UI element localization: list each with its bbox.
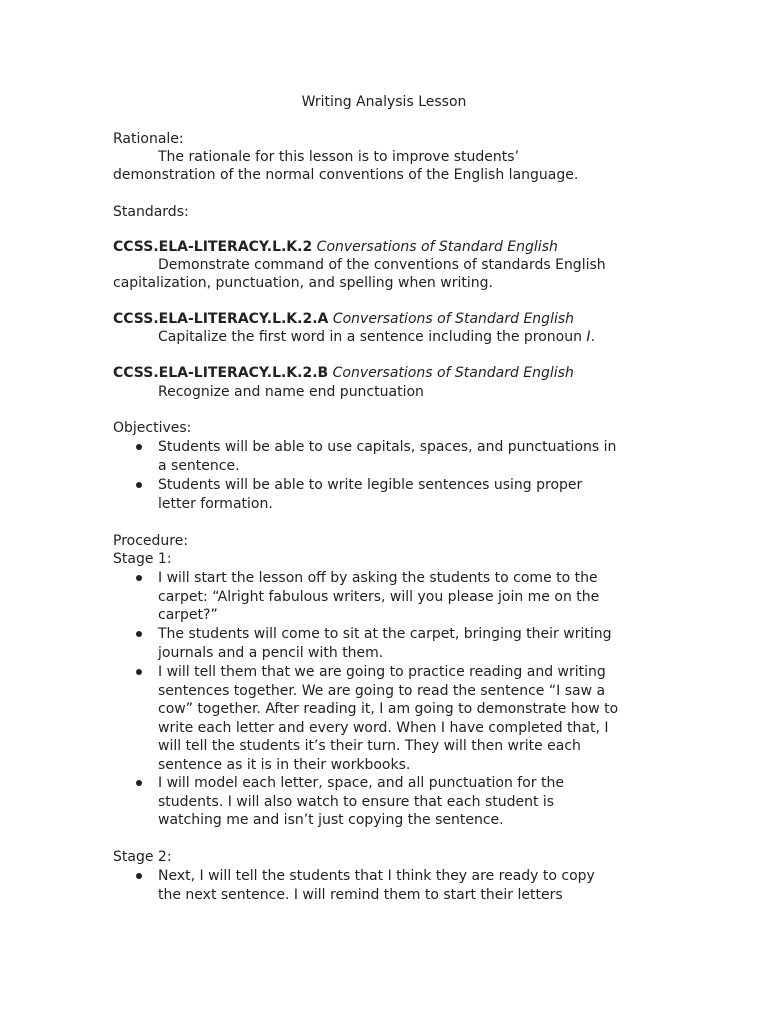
standard-title xyxy=(113,364,574,382)
bullet-icon xyxy=(136,444,142,450)
standard-label: Conversations of Standard English xyxy=(332,365,574,381)
stage-heading: Stage 1: xyxy=(113,551,172,567)
document-title: Writing Analysis Lesson xyxy=(301,94,467,110)
standard-description xyxy=(158,328,595,346)
standard-description: capitalization, punctuation, and spelling when writing. xyxy=(113,275,493,291)
procedure-item: write each letter and every word. When I have completed that, I xyxy=(158,720,609,736)
procedure-item: sentence as it is in their workbooks. xyxy=(158,757,411,773)
bullet-icon xyxy=(136,780,142,786)
bullet-icon xyxy=(136,669,142,675)
standard-description-text: Capitalize the first word in a sentence including the pronoun xyxy=(158,329,582,345)
bullet-icon xyxy=(136,575,142,581)
procedure-item: I will tell them that we are going to practice reading and writing xyxy=(158,664,606,680)
procedure-item: will tell the students it’s their turn. They will then write each xyxy=(158,738,581,754)
standard-description-pronoun: I xyxy=(586,329,591,345)
procedure-item: students. I will also watch to ensure that each student is xyxy=(158,794,555,810)
standard-label: Conversations of Standard English xyxy=(316,239,558,255)
procedure-item: journals and a pencil with them. xyxy=(158,645,384,661)
procedure-item: The students will come to sit at the carpet, bringing their writing xyxy=(158,626,612,642)
standard-description-end: . xyxy=(590,329,596,345)
standard-description: Recognize and name end punctuation xyxy=(158,384,424,400)
objective-item: Students will be able to use capitals, spaces, and punctuations in xyxy=(158,439,617,455)
rationale-line: demonstration of the normal conventions of the English language. xyxy=(113,167,579,183)
procedure-item: carpet: “Alright fabulous writers, will you please join me on the xyxy=(158,589,600,605)
bullet-icon xyxy=(136,482,142,488)
standard-description: Demonstrate command of the conventions of standards English xyxy=(158,257,606,273)
procedure-item: watching me and isn’t just copying the sentence. xyxy=(158,812,504,828)
stage-heading: Stage 2: xyxy=(113,849,172,865)
bullet-icon xyxy=(136,631,142,637)
bullet-icon xyxy=(136,873,142,879)
procedure-item: I will model each letter, space, and all punctuation for the xyxy=(158,775,564,791)
procedure-item: Next, I will tell the students that I think they are ready to copy xyxy=(158,868,595,884)
procedure-item: I will start the lesson off by asking the students to come to the xyxy=(158,570,598,586)
objectives-heading: Objectives: xyxy=(113,420,192,436)
standards-heading: Standards: xyxy=(113,204,189,220)
objective-item: a sentence. xyxy=(158,458,240,474)
procedure-item: carpet?” xyxy=(158,607,218,623)
standard-code: CCSS.ELA-LITERACY.L.K.2 xyxy=(113,239,313,255)
procedure-item: sentences together. We are going to read the sentence “I saw a xyxy=(158,683,606,699)
standard-title xyxy=(113,310,574,328)
standard-code: CCSS.ELA-LITERACY.L.K.2.B xyxy=(113,365,329,381)
standard-code: CCSS.ELA-LITERACY.L.K.2.A xyxy=(113,311,329,327)
objective-item: Students will be able to write legible sentences using proper xyxy=(158,477,583,493)
rationale-line: The rationale for this lesson is to improve students’ xyxy=(158,149,520,165)
procedure-item: the next sentence. I will remind them to start their letters xyxy=(158,887,563,903)
rationale-heading: Rationale: xyxy=(113,131,184,147)
standard-title xyxy=(113,238,558,256)
procedure-item: cow” together. After reading it, I am going to demonstrate how to xyxy=(158,701,619,717)
standard-label: Conversations of Standard English xyxy=(332,311,575,327)
procedure-heading: Procedure: xyxy=(113,533,189,549)
objective-item: letter formation. xyxy=(158,496,273,512)
